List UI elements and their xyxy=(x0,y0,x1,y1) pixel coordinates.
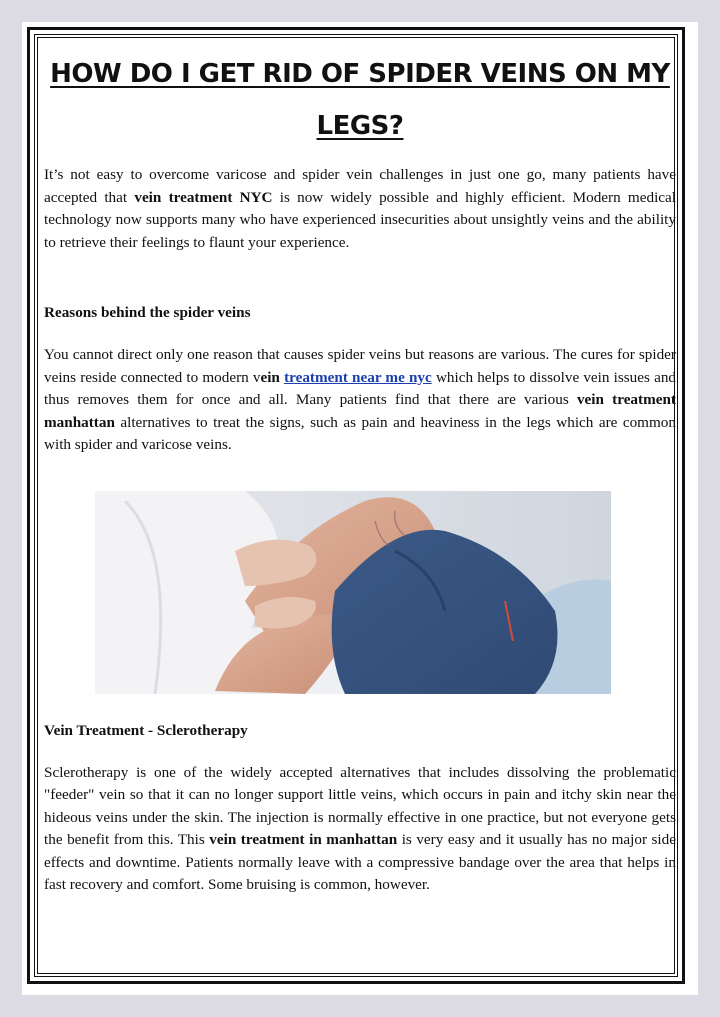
intro-bold-keyword: vein treatment NYC xyxy=(134,188,273,206)
sclero-bold-keyword: vein treatment in manhattan xyxy=(209,831,398,848)
intro-text-1: It’s not easy to overcome varicose and spider vein challenges in just one go, many patients have accepted that xyxy=(44,166,676,206)
reasons-heading: Reasons behind the spider veins xyxy=(44,304,251,321)
page-title: HOW DO I GET RID OF SPIDER VEINS ON MY LEGS? xyxy=(50,59,670,141)
reasons-paragraph xyxy=(44,344,676,457)
reasons-bold-1: ein xyxy=(260,368,280,386)
sclero-text-1: Sclerotherapy is one of the widely accepted alternatives that includes dissolving the problematic "feeder" vein so that it can no longer support little veins, which occurs in pain and itchy skin near the hideous veins under the skin. The injection is normally effective in one practice, but not everyone gets the benefit from this. This xyxy=(44,763,676,848)
reasons-bold-2: vein treatment manhattan xyxy=(44,391,676,431)
treatment-near-me-link[interactable]: treatment near me nyc xyxy=(284,368,432,386)
reasons-text-2: which helps to dissolve vein issues and thus removes them for once and all. Many patients find that there are various xyxy=(44,368,677,408)
intro-paragraph xyxy=(44,164,676,254)
sclero-text-2: is very easy and it usually has no major side effects and downtime. Patients normally leave with a compressive bandage over the area that helps in fast recovery and comfort. Some bruising is common, however. xyxy=(44,831,676,893)
intro-text-2: is now widely possible and highly efficient. Modern medical technology now supports many who have experienced insecurities about unsightly veins and the ability to retrieve their feelings to flaunt your experience. xyxy=(44,188,676,251)
document-content xyxy=(44,48,676,897)
reasons-text-1: You cannot direct only one reason that causes spider veins but reasons are various. The cures for spider veins reside connected to modern v xyxy=(44,346,676,386)
reasons-text-3: alternatives to treat the signs, such as pain and heaviness in the legs which are common with spider and varicose veins. xyxy=(44,413,676,453)
sclerotherapy-paragraph xyxy=(44,762,676,897)
leg-examination-photo xyxy=(95,491,611,694)
sclerotherapy-heading: Vein Treatment - Sclerotherapy xyxy=(44,721,248,739)
